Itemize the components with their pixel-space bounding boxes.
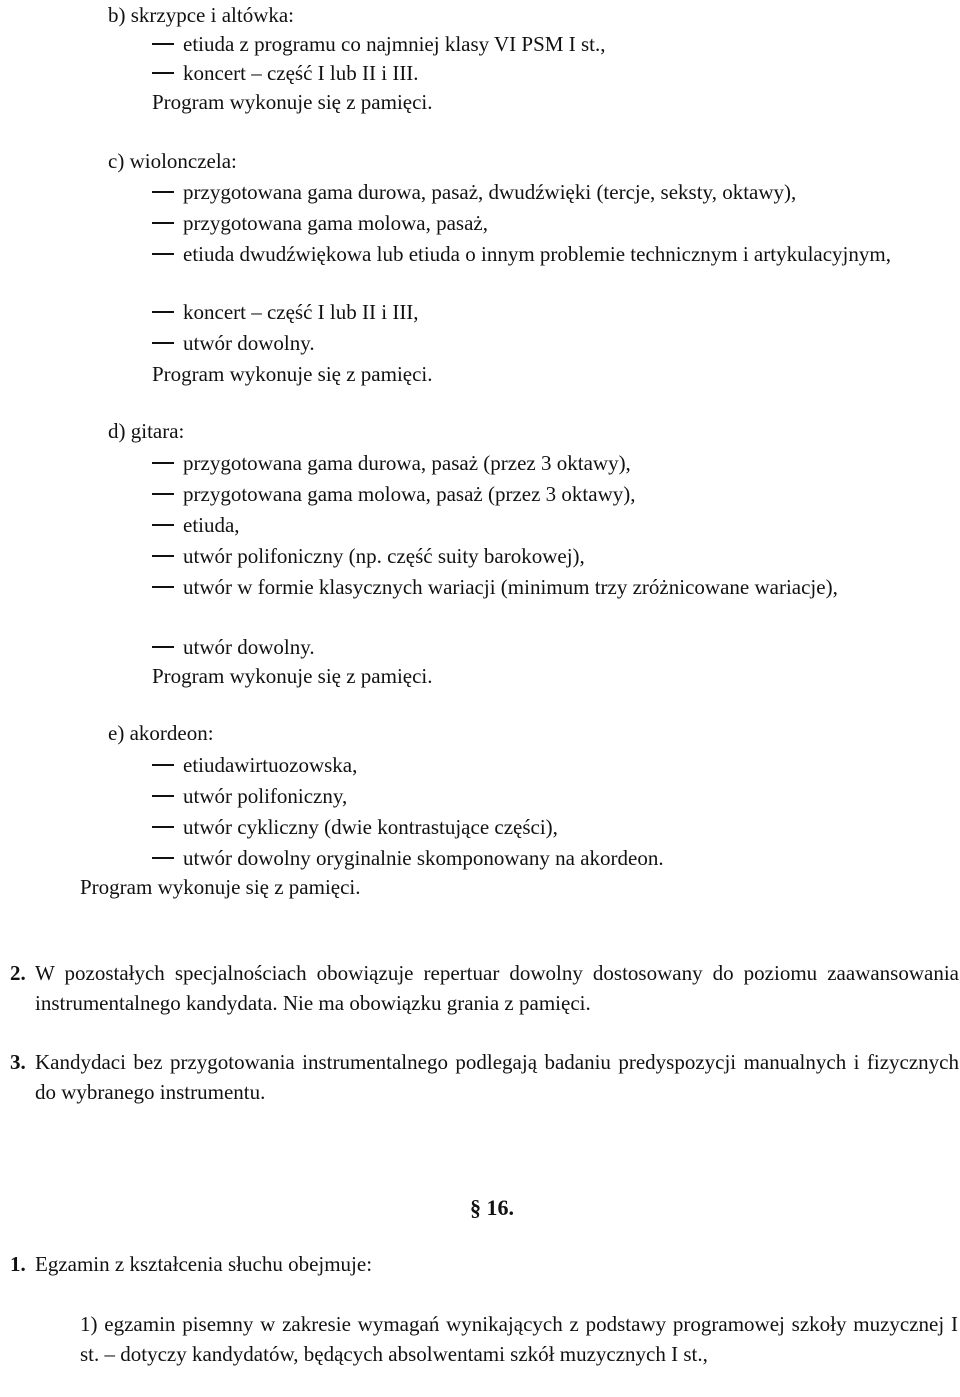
dash-bullet [152, 843, 174, 873]
section-heading-b: b) skrzypce i altówka: [108, 3, 295, 27]
memory-note: Program wykonuje się z pamięci. [152, 362, 433, 386]
dash-bullet [152, 297, 174, 327]
point-number: 2. [10, 961, 26, 985]
dash-bullet [152, 239, 174, 269]
dash-bullet [152, 572, 174, 602]
section-heading-e: e) akordeon: [108, 721, 214, 745]
dash-bullet [152, 750, 174, 780]
dash-bullet [152, 208, 174, 238]
dash-bullet [152, 58, 174, 88]
section-mark: § 16. [470, 1195, 514, 1220]
section-heading-c: c) wiolonczela: [108, 149, 237, 173]
dash-bullet [152, 177, 174, 207]
dash-bullet [152, 812, 174, 842]
dash-bullet [152, 328, 174, 358]
point-number: 3. [10, 1050, 26, 1074]
dash-bullet [152, 541, 174, 571]
list-item: utwór w formie klasycznych wariacji (minimum trzy zróżnicowane wariacje), [152, 572, 958, 636]
exam-heading: Egzamin z kształcenia słuchu obejmuje: [35, 1252, 373, 1276]
point-text: W pozostałych specjalnościach obowiązuje repertuar dowolny dostosowany do poziomu zaawansowania instrumentalnego kandydata. Nie ma obowiązku grania z pamięci. [35, 961, 959, 1015]
dash-bullet [152, 510, 174, 540]
point-text: Kandydaci bez przygotowania instrumentalnego podlegają badaniu predyspozycji manualnych i fizycznych do wybranego instrumentu. [35, 1050, 959, 1104]
exam-item: 1) egzamin pisemny w zakresie wymagań wynikających z podstawy programowej szkoły muzycznej I st. – dotyczy kandydatów, będących absolwentami szkół muzycznych I st., [80, 1312, 958, 1366]
memory-note: Program wykonuje się z pamięci. [152, 664, 433, 688]
list-item: etiuda dwudźwiękowa lub etiuda o innym problemie technicznym i artykulacyjnym, [152, 239, 958, 303]
dash-bullet [152, 781, 174, 811]
dash-bullet [152, 29, 174, 59]
section-heading-d: d) gitara: [108, 419, 185, 443]
memory-note: Program wykonuje się z pamięci. [152, 90, 433, 114]
dash-bullet [152, 479, 174, 509]
dash-bullet [152, 632, 174, 662]
memory-note: Program wykonuje się z pamięci. [80, 875, 361, 899]
dash-bullet [152, 448, 174, 478]
point-number: 1. [10, 1252, 26, 1276]
